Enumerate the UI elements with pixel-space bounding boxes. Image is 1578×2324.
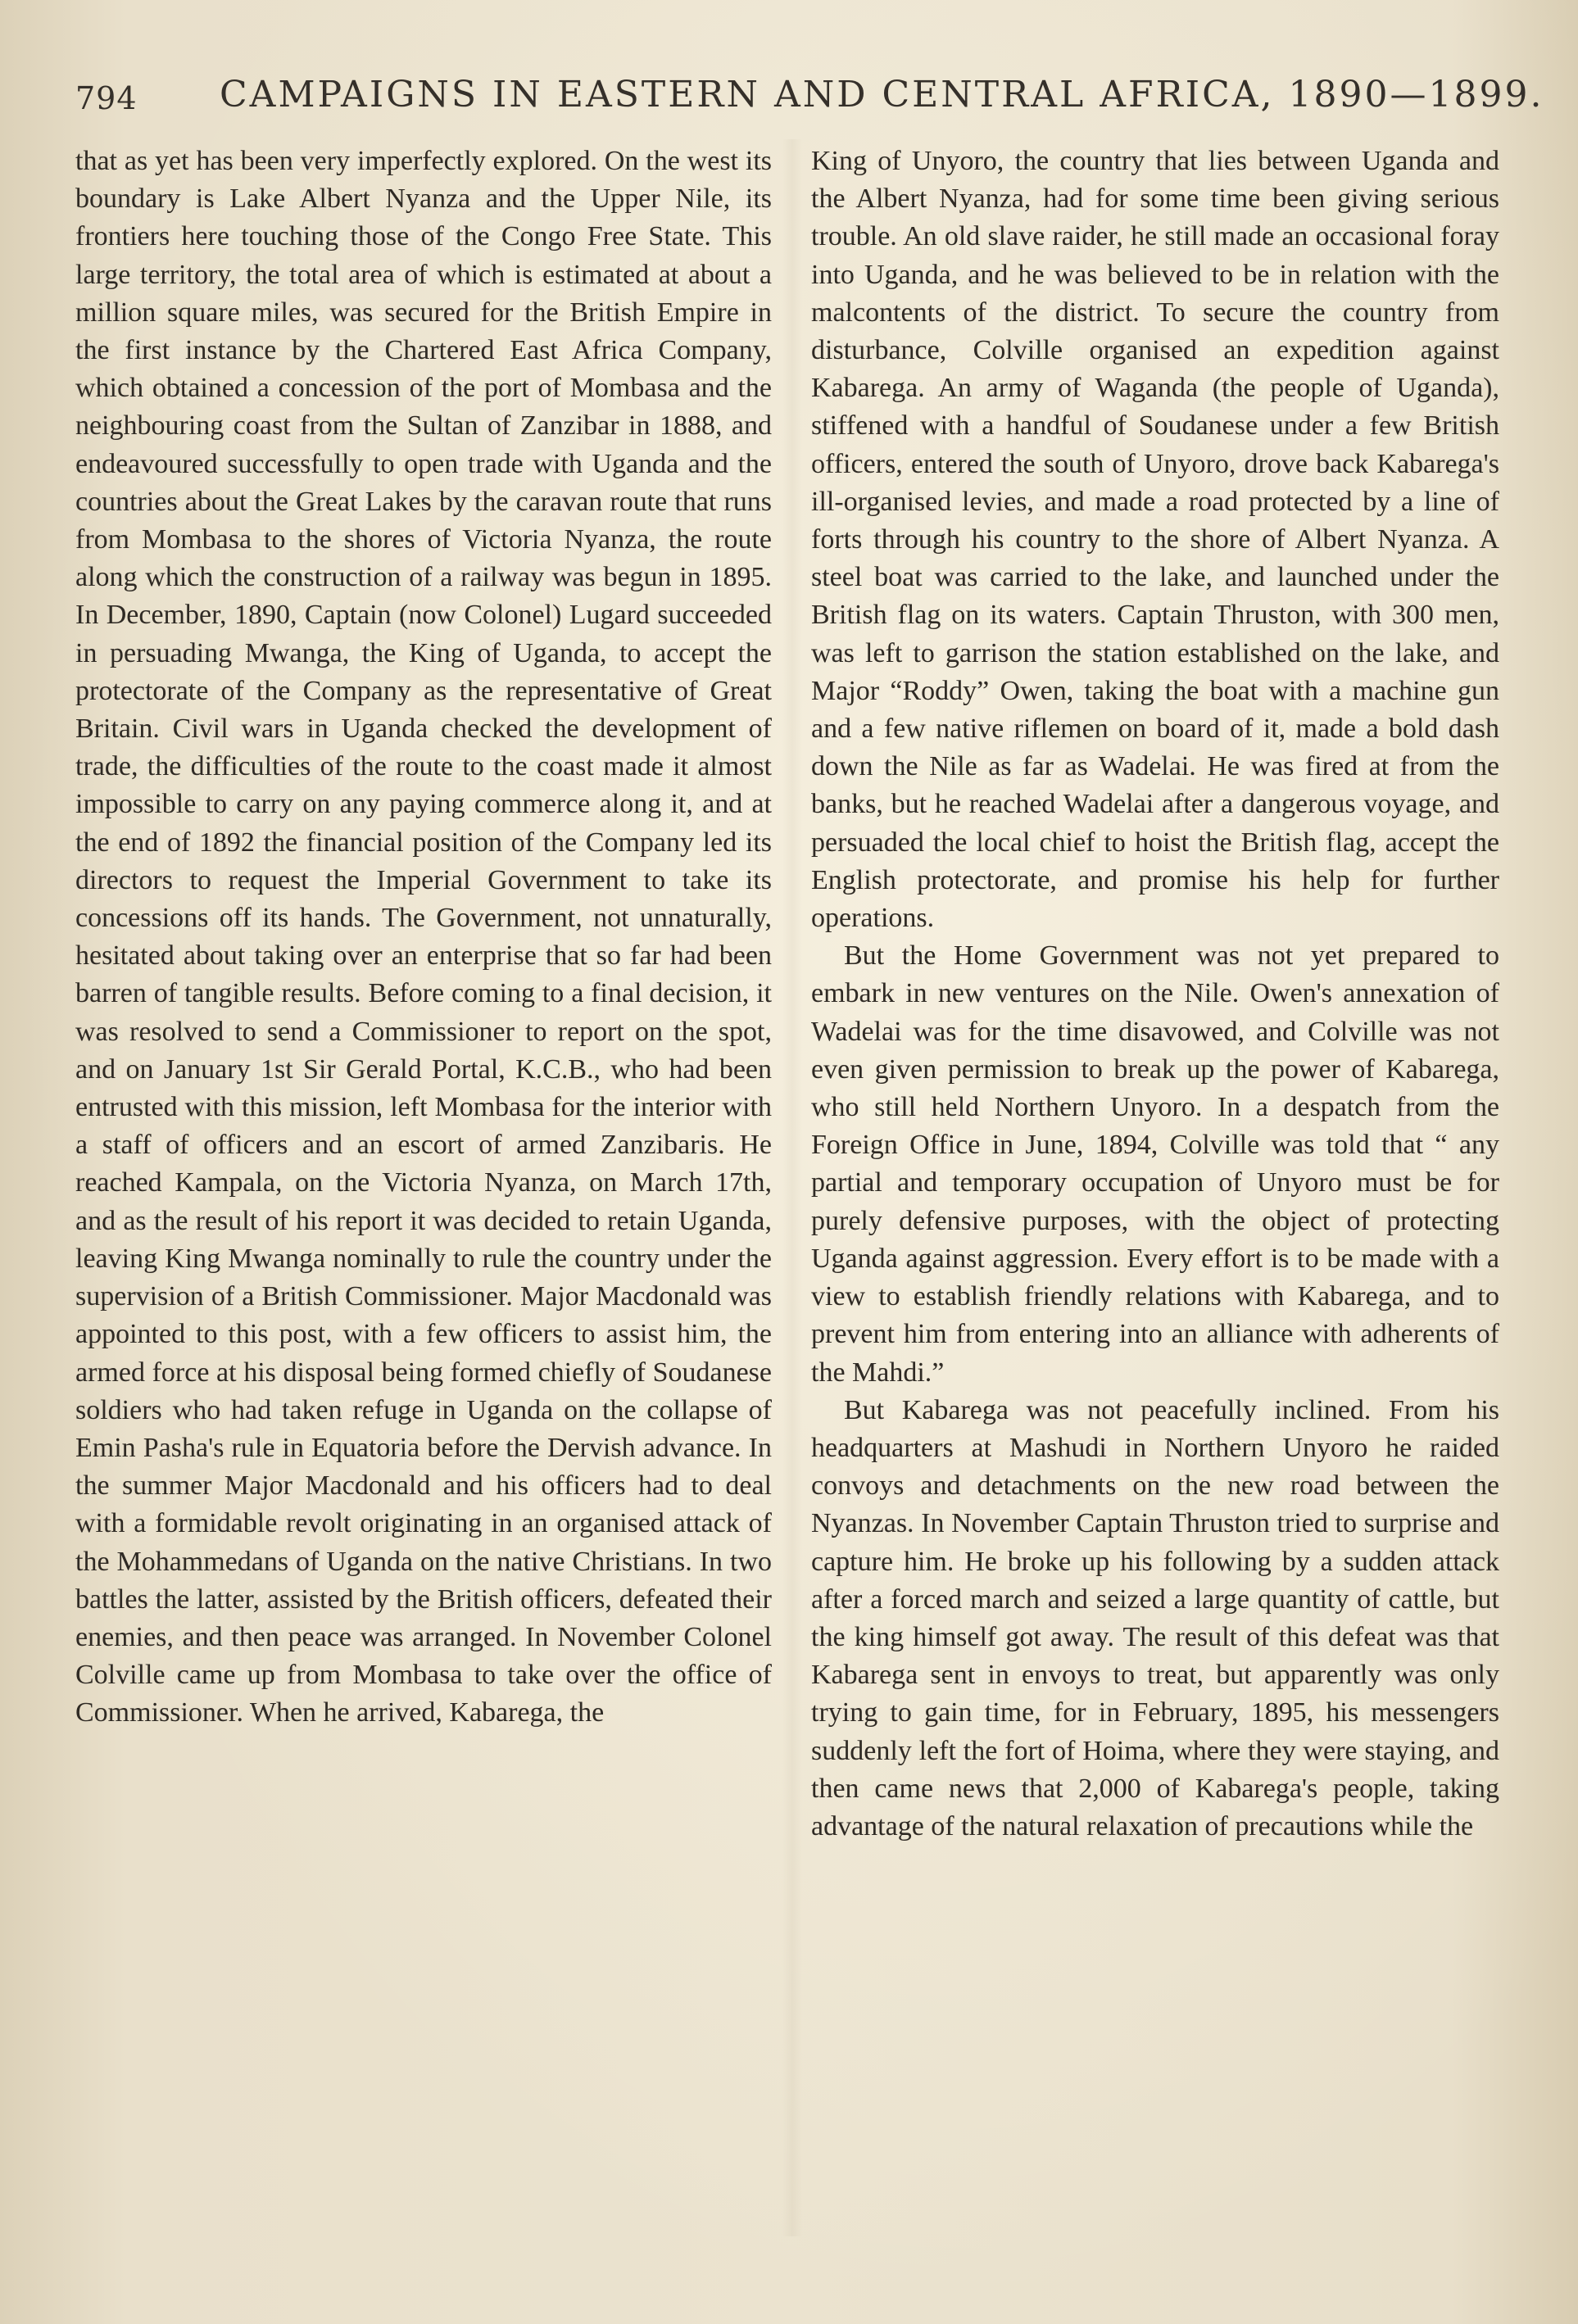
page-header [75,74,1544,123]
running-title: CAMPAIGNS IN EASTERN AND CENTRAL AFRICA, 1890—1899. [220,74,1544,116]
left-column [75,143,772,1733]
body-paragraph: that as yet has been very imperfectly explored. On the west its boundary is Lake Albert Nyanza and the Upper Nile, its frontiers here touching those of the Congo Free State. This large territory, the total area of which is estimated at about a million square miles, was secured for the British Empire in the first instance by the Chartered East Africa Company, which obtained a concession of the port of Mombasa and the neighbouring coast from the Sultan of Zanzibar in 1888, and endeavoured successfully to open trade with Uganda and the countries about the Great Lakes by the caravan route that runs from Mombasa to the shores of Victoria Nyanza, the route along which the construction of a railway was begun in 1895. In December, 1890, Captain (now Colonel) Lugard succeeded in persuading Mwanga, the King of Uganda, to accept the protectorate of the Company as the representative of Great Britain. Civil wars in Uganda checked the development of trade, the difficulties of the route to the coast made it almost impossible to carry on any paying commerce along it, and at the end of 1892 the financial position of the Company led its directors to request the Imperial Government to take its concessions off its hands. The Government, not unnaturally, hesitated about taking over an enterprise that so far had been barren of tangible results. Before coming to a final decision, it was resolved to send a Commissioner to report on the spot, and on January 1st Sir Gerald Portal, K.C.B., who had been entrusted with this mission, left Mombasa for the interior with a staff of officers and an escort of armed Zanzibaris. He reached Kampala, on the Victoria Nyanza, on March 17th, and as the result of his report it was decided to retain Uganda, leaving King Mwanga nominally to rule the country under the supervision of a British Commissioner. Major Macdonald was appointed to this post, with a few officers to assist him, the armed force at his disposal being formed chiefly of Soudanese soldiers who had taken refuge in Uganda on the collapse of Emin Pasha's rule in Equatoria before the Dervish advance. In the summer Major Macdonald and his officers had to deal with a formidable revolt originating in an organised attack of the Mohammedans of Uganda on the native Christians. In two battles the latter, assisted by the British officers, defeated their enemies, and then peace was arranged. In November Colonel Colville came up from Mombasa to take over the office of Commissioner. When he arrived, Kabarega, the [75,146,772,1728]
body-paragraph: But the Home Government was not yet prepared to embark in new ventures on the Nile. Owen's annexation of Wadelai was for the time disavowed, and Colville was not even given permission to break up the power of Kabarega, who still held Northern Unyoro. In a despatch from the Foreign Office in June, 1894, Colville was told that “ any partial and temporary occupation of Unyoro must be for purely defensive purposes, with the object of protecting Uganda against aggression. Every effort is to be made with a view to establish friendly relations with Kabarega, and to prevent him from entering into an alliance with adherents of the Mahdi.” [811,940,1499,1388]
column-gutter [782,139,802,2236]
page-number: 794 [75,80,138,116]
body-paragraph: But Kabarega was not peacefully inclined. From his headquarters at Mashudi in Northern Unyoro he raided convoys and detachments on the new road between the Nyanzas. In November Captain Thruston tried to surprise and capture him. He broke up his following by a sudden attack after a forced march and seized a large quantity of cattle, but the king himself got away. The result of this defeat was that Kabarega sent in envoys to treat, but apparently was only trying to gain time, for in February, 1895, his messengers suddenly left the fort of Hoima, where they were staying, and then came news that 2,000 of Kabarega's people, taking advantage of the natural relaxation of precautions while the [811,1394,1499,1842]
right-column [811,143,1499,1846]
body-paragraph: King of Unyoro, the country that lies between Uganda and the Albert Nyanza, had for some time been giving serious trouble. An old slave raider, he still made an occasional foray into Uganda, and he was believed to be in relation with the malcontents of the district. To secure the country from disturbance, Colville organised an expedition against Kabarega. An army of Waganda (the people of Uganda), stiffened with a handful of Soudanese under a few British officers, entered the south of Unyoro, drove back Kabarega's ill-organised levies, and made a road protected by a line of forts through his country to the shore of Albert Nyanza. A steel boat was carried to the lake, and launched under the British flag on its waters. Captain Thruston, with 300 men, was left to garrison the station established on the lake, and Major “Roddy” Owen, taking the boat with a machine gun and a few native riflemen on board of it, made a bold dash down the Nile as far as Wadelai. He was fired at from the banks, but he reached Wadelai after a dangerous voyage, and persuaded the local chief to hoist the British flag, accept the English protectorate, and promise his help for further operations. [811,146,1499,934]
